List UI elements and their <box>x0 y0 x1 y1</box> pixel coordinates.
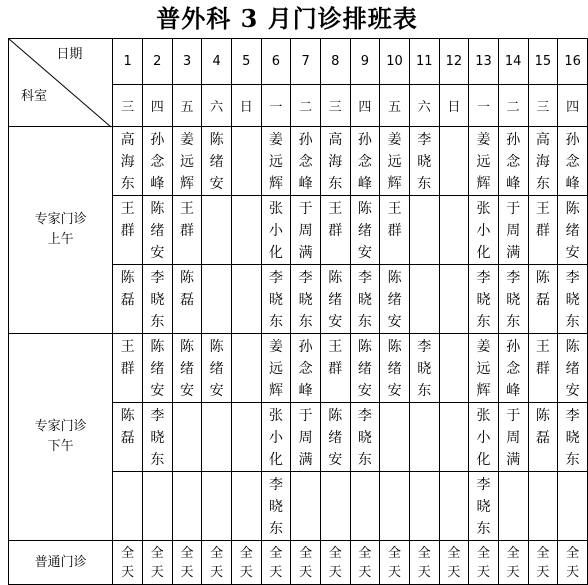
doctor-cell <box>498 265 528 334</box>
doctor-cell <box>261 334 291 403</box>
general-cell <box>498 541 528 585</box>
doctor-cell <box>528 127 558 196</box>
weekday: 一 <box>261 85 291 127</box>
day-number: 6 <box>261 39 291 85</box>
doctor-name: 姜远辉 <box>268 339 283 399</box>
doctor-cell <box>380 472 410 541</box>
doctor-cell <box>380 403 410 472</box>
day-number: 9 <box>350 39 380 85</box>
doctor-name: 王群 <box>328 201 343 239</box>
doctor-cell <box>320 403 350 472</box>
section-label-line2: 上午 <box>47 232 74 247</box>
doctor-cell <box>558 196 588 265</box>
doctor-name: 陈绪安 <box>565 201 580 261</box>
doctor-cell <box>142 334 172 403</box>
general-cell <box>113 541 143 585</box>
general-section-label: 普通门诊 <box>9 541 113 585</box>
doctor-name: 李晓东 <box>268 270 283 330</box>
doctor-cell <box>439 403 469 472</box>
weekday: 二 <box>291 85 321 127</box>
doctor-name: 孙念峰 <box>357 132 372 192</box>
general-cell <box>320 541 350 585</box>
doctor-name: 李晓东 <box>268 477 283 537</box>
weekday: 六 <box>202 85 232 127</box>
doctor-name: 姜远辉 <box>476 339 491 399</box>
doctor-cell <box>380 334 410 403</box>
doctor-cell <box>142 127 172 196</box>
dept-label: 科室 <box>21 89 48 104</box>
doctor-name: 陈绪安 <box>387 270 402 330</box>
doctor-cell <box>231 403 261 472</box>
doctor-name: 李晓东 <box>476 270 491 330</box>
doctor-cell <box>380 196 410 265</box>
doctor-name: 陈绪安 <box>387 339 402 399</box>
doctor-cell <box>528 403 558 472</box>
doctor-cell <box>113 403 143 472</box>
weekday: 三 <box>320 85 350 127</box>
doctor-name: 高海东 <box>120 132 135 192</box>
doctor-cell <box>439 265 469 334</box>
am-row <box>9 127 588 196</box>
doctor-name: 李晓东 <box>150 270 165 330</box>
doctor-cell <box>231 472 261 541</box>
doctor-cell <box>172 265 202 334</box>
doctor-cell <box>558 265 588 334</box>
doctor-cell <box>439 472 469 541</box>
doctor-cell <box>498 196 528 265</box>
doctor-cell <box>202 334 232 403</box>
corner-header <box>9 39 113 127</box>
doctor-name: 陈绪安 <box>357 201 372 261</box>
doctor-cell <box>350 403 380 472</box>
doctor-cell <box>380 127 410 196</box>
day-number: 7 <box>291 39 321 85</box>
day-number: 1 <box>113 39 143 85</box>
doctor-name: 孙念峰 <box>150 132 165 192</box>
general-value: 全天 <box>506 545 520 580</box>
doctor-cell <box>380 265 410 334</box>
doctor-name: 李晓东 <box>506 270 521 330</box>
doctor-cell <box>291 403 321 472</box>
general-value: 全天 <box>180 545 194 580</box>
doctor-cell <box>409 127 439 196</box>
doctor-name: 高海东 <box>535 132 550 192</box>
weekday: 四 <box>142 85 172 127</box>
doctor-cell <box>469 334 499 403</box>
doctor-cell <box>439 127 469 196</box>
doctor-cell <box>202 403 232 472</box>
doctor-name: 陈磊 <box>535 270 550 308</box>
doctor-cell <box>261 265 291 334</box>
doctor-cell <box>320 127 350 196</box>
doctor-name: 于周满 <box>506 201 521 261</box>
doctor-name: 张小化 <box>476 201 491 261</box>
doctor-cell <box>291 472 321 541</box>
general-cell <box>261 541 291 585</box>
doctor-cell <box>172 127 202 196</box>
doctor-name: 王群 <box>179 201 194 239</box>
doctor-name: 李晓东 <box>357 270 372 330</box>
doctor-cell <box>558 403 588 472</box>
day-number: 11 <box>409 39 439 85</box>
doctor-name: 张小化 <box>268 201 283 261</box>
doctor-name: 姜远辉 <box>179 132 194 192</box>
doctor-cell <box>261 472 291 541</box>
doctor-cell <box>528 196 558 265</box>
general-cell <box>291 541 321 585</box>
doctor-cell <box>498 334 528 403</box>
doctor-cell <box>350 265 380 334</box>
day-number: 10 <box>380 39 410 85</box>
doctor-cell <box>291 265 321 334</box>
doctor-cell <box>350 472 380 541</box>
doctor-cell <box>320 472 350 541</box>
weekday: 三 <box>113 85 143 127</box>
general-value: 全天 <box>536 545 550 580</box>
general-cell <box>558 541 588 585</box>
general-value: 全天 <box>388 545 402 580</box>
weekday: 四 <box>350 85 380 127</box>
doctor-cell <box>113 196 143 265</box>
weekday: 二 <box>498 85 528 127</box>
doctor-name: 孙念峰 <box>565 132 580 192</box>
doctor-name: 李晓东 <box>357 408 372 468</box>
doctor-name: 于周满 <box>298 201 313 261</box>
doctor-cell <box>320 265 350 334</box>
general-value: 全天 <box>210 545 224 580</box>
doctor-name: 于周满 <box>506 408 521 468</box>
doctor-cell <box>439 196 469 265</box>
page-title: 普外科 3 月门诊排班表 <box>156 4 418 33</box>
doctor-cell <box>320 334 350 403</box>
doctor-name: 王群 <box>387 201 402 239</box>
doctor-cell <box>142 196 172 265</box>
doctor-name: 王群 <box>120 339 135 377</box>
weekday: 五 <box>380 85 410 127</box>
doctor-cell <box>113 265 143 334</box>
doctor-cell <box>261 403 291 472</box>
doctor-name: 陈绪安 <box>328 270 343 330</box>
schedule-table <box>8 38 588 585</box>
section-label-line1: 专家门诊 <box>34 212 87 227</box>
weekday: 三 <box>528 85 558 127</box>
day-number: 14 <box>498 39 528 85</box>
doctor-cell <box>498 127 528 196</box>
doctor-cell <box>172 334 202 403</box>
weekday: 六 <box>409 85 439 127</box>
doctor-name: 王群 <box>535 339 550 377</box>
general-cell <box>142 541 172 585</box>
doctor-name: 陈磊 <box>120 408 135 446</box>
doctor-cell <box>142 403 172 472</box>
doctor-name: 陈绪安 <box>209 132 224 192</box>
doctor-cell <box>231 196 261 265</box>
doctor-name: 姜远辉 <box>268 132 283 192</box>
doctor-name: 陈绪安 <box>328 408 343 468</box>
doctor-cell <box>142 472 172 541</box>
doctor-name: 于周满 <box>298 408 313 468</box>
doctor-cell <box>350 334 380 403</box>
weekday: 日 <box>439 85 469 127</box>
doctor-cell <box>231 265 261 334</box>
doctor-cell <box>261 127 291 196</box>
doctor-cell <box>528 265 558 334</box>
doctor-name: 陈绪安 <box>357 339 372 399</box>
doctor-cell <box>469 403 499 472</box>
general-cell <box>528 541 558 585</box>
day-number-row <box>9 39 588 85</box>
doctor-cell <box>498 403 528 472</box>
doctor-cell <box>291 196 321 265</box>
doctor-cell <box>498 472 528 541</box>
general-cell <box>409 541 439 585</box>
doctor-name: 王群 <box>328 339 343 377</box>
doctor-name: 陈绪安 <box>150 339 165 399</box>
section-label-line2: 下午 <box>47 439 74 454</box>
doctor-cell <box>469 127 499 196</box>
doctor-cell <box>202 265 232 334</box>
doctor-cell <box>172 403 202 472</box>
doctor-name: 姜远辉 <box>476 132 491 192</box>
doctor-name: 李晓东 <box>565 408 580 468</box>
doctor-cell <box>172 196 202 265</box>
general-value: 全天 <box>239 545 253 580</box>
general-cell <box>439 541 469 585</box>
doctor-cell <box>409 334 439 403</box>
day-number: 2 <box>142 39 172 85</box>
doctor-cell <box>231 334 261 403</box>
general-value: 全天 <box>150 545 164 580</box>
doctor-cell <box>202 472 232 541</box>
general-value: 全天 <box>566 545 580 580</box>
doctor-name: 陈绪安 <box>150 201 165 261</box>
doctor-cell <box>113 127 143 196</box>
doctor-name: 李晓东 <box>417 132 432 192</box>
doctor-name: 孙念峰 <box>298 339 313 399</box>
weekday: 日 <box>231 85 261 127</box>
day-number: 5 <box>231 39 261 85</box>
doctor-cell <box>202 196 232 265</box>
doctor-name: 高海东 <box>328 132 343 192</box>
doctor-name: 李晓东 <box>417 339 432 399</box>
doctor-cell <box>202 127 232 196</box>
general-cell <box>380 541 410 585</box>
doctor-cell <box>469 472 499 541</box>
general-value: 全天 <box>477 545 491 580</box>
doctor-cell <box>320 196 350 265</box>
date-label: 日期 <box>56 47 83 62</box>
day-number: 4 <box>202 39 232 85</box>
doctor-name: 王群 <box>535 201 550 239</box>
doctor-name: 李晓东 <box>150 408 165 468</box>
day-number: 16 <box>558 39 588 85</box>
general-value: 全天 <box>447 545 461 580</box>
doctor-name: 孙念峰 <box>506 132 521 192</box>
doctor-cell <box>558 127 588 196</box>
general-value: 全天 <box>328 545 342 580</box>
doctor-cell <box>350 127 380 196</box>
general-cell <box>202 541 232 585</box>
doctor-cell <box>528 472 558 541</box>
doctor-cell <box>113 472 143 541</box>
weekday: 五 <box>172 85 202 127</box>
doctor-name: 陈磊 <box>179 270 194 308</box>
doctor-cell <box>291 334 321 403</box>
doctor-cell <box>172 472 202 541</box>
general-value: 全天 <box>358 545 372 580</box>
general-cell <box>350 541 380 585</box>
doctor-cell <box>558 472 588 541</box>
pm-section-label <box>9 334 113 541</box>
doctor-name: 陈绪安 <box>179 339 194 399</box>
doctor-name: 姜远辉 <box>387 132 402 192</box>
doctor-cell <box>291 127 321 196</box>
doctor-name: 李晓东 <box>476 477 491 537</box>
doctor-name: 李晓东 <box>298 270 313 330</box>
section-label-line1: 专家门诊 <box>34 419 87 434</box>
general-value: 全天 <box>269 545 283 580</box>
general-cell <box>231 541 261 585</box>
day-number: 8 <box>320 39 350 85</box>
general-cell <box>172 541 202 585</box>
doctor-cell <box>409 403 439 472</box>
pm-row <box>9 334 588 403</box>
doctor-name: 陈磊 <box>120 270 135 308</box>
doctor-cell <box>439 334 469 403</box>
doctor-cell <box>350 196 380 265</box>
doctor-cell <box>231 127 261 196</box>
doctor-cell <box>142 265 172 334</box>
doctor-cell <box>409 265 439 334</box>
doctor-name: 陈绪安 <box>565 339 580 399</box>
doctor-name: 陈磊 <box>535 408 550 446</box>
doctor-cell <box>113 334 143 403</box>
doctor-cell <box>409 472 439 541</box>
day-number: 12 <box>439 39 469 85</box>
doctor-name: 孙念峰 <box>506 339 521 399</box>
doctor-cell <box>528 334 558 403</box>
day-number: 13 <box>469 39 499 85</box>
doctor-name: 张小化 <box>268 408 283 468</box>
general-value: 全天 <box>299 545 313 580</box>
doctor-cell <box>469 265 499 334</box>
general-row <box>9 541 588 585</box>
doctor-name: 陈绪安 <box>209 339 224 399</box>
doctor-cell <box>409 196 439 265</box>
weekday: 一 <box>469 85 499 127</box>
doctor-cell <box>558 334 588 403</box>
general-value: 全天 <box>121 545 135 580</box>
doctor-name: 王群 <box>120 201 135 239</box>
general-cell <box>469 541 499 585</box>
day-number: 15 <box>528 39 558 85</box>
doctor-cell <box>469 196 499 265</box>
weekday: 四 <box>558 85 588 127</box>
day-number: 3 <box>172 39 202 85</box>
doctor-name: 李晓东 <box>565 270 580 330</box>
general-value: 全天 <box>417 545 431 580</box>
doctor-name: 张小化 <box>476 408 491 468</box>
doctor-name: 孙念峰 <box>298 132 313 192</box>
doctor-cell <box>261 196 291 265</box>
am-section-label <box>9 127 113 334</box>
